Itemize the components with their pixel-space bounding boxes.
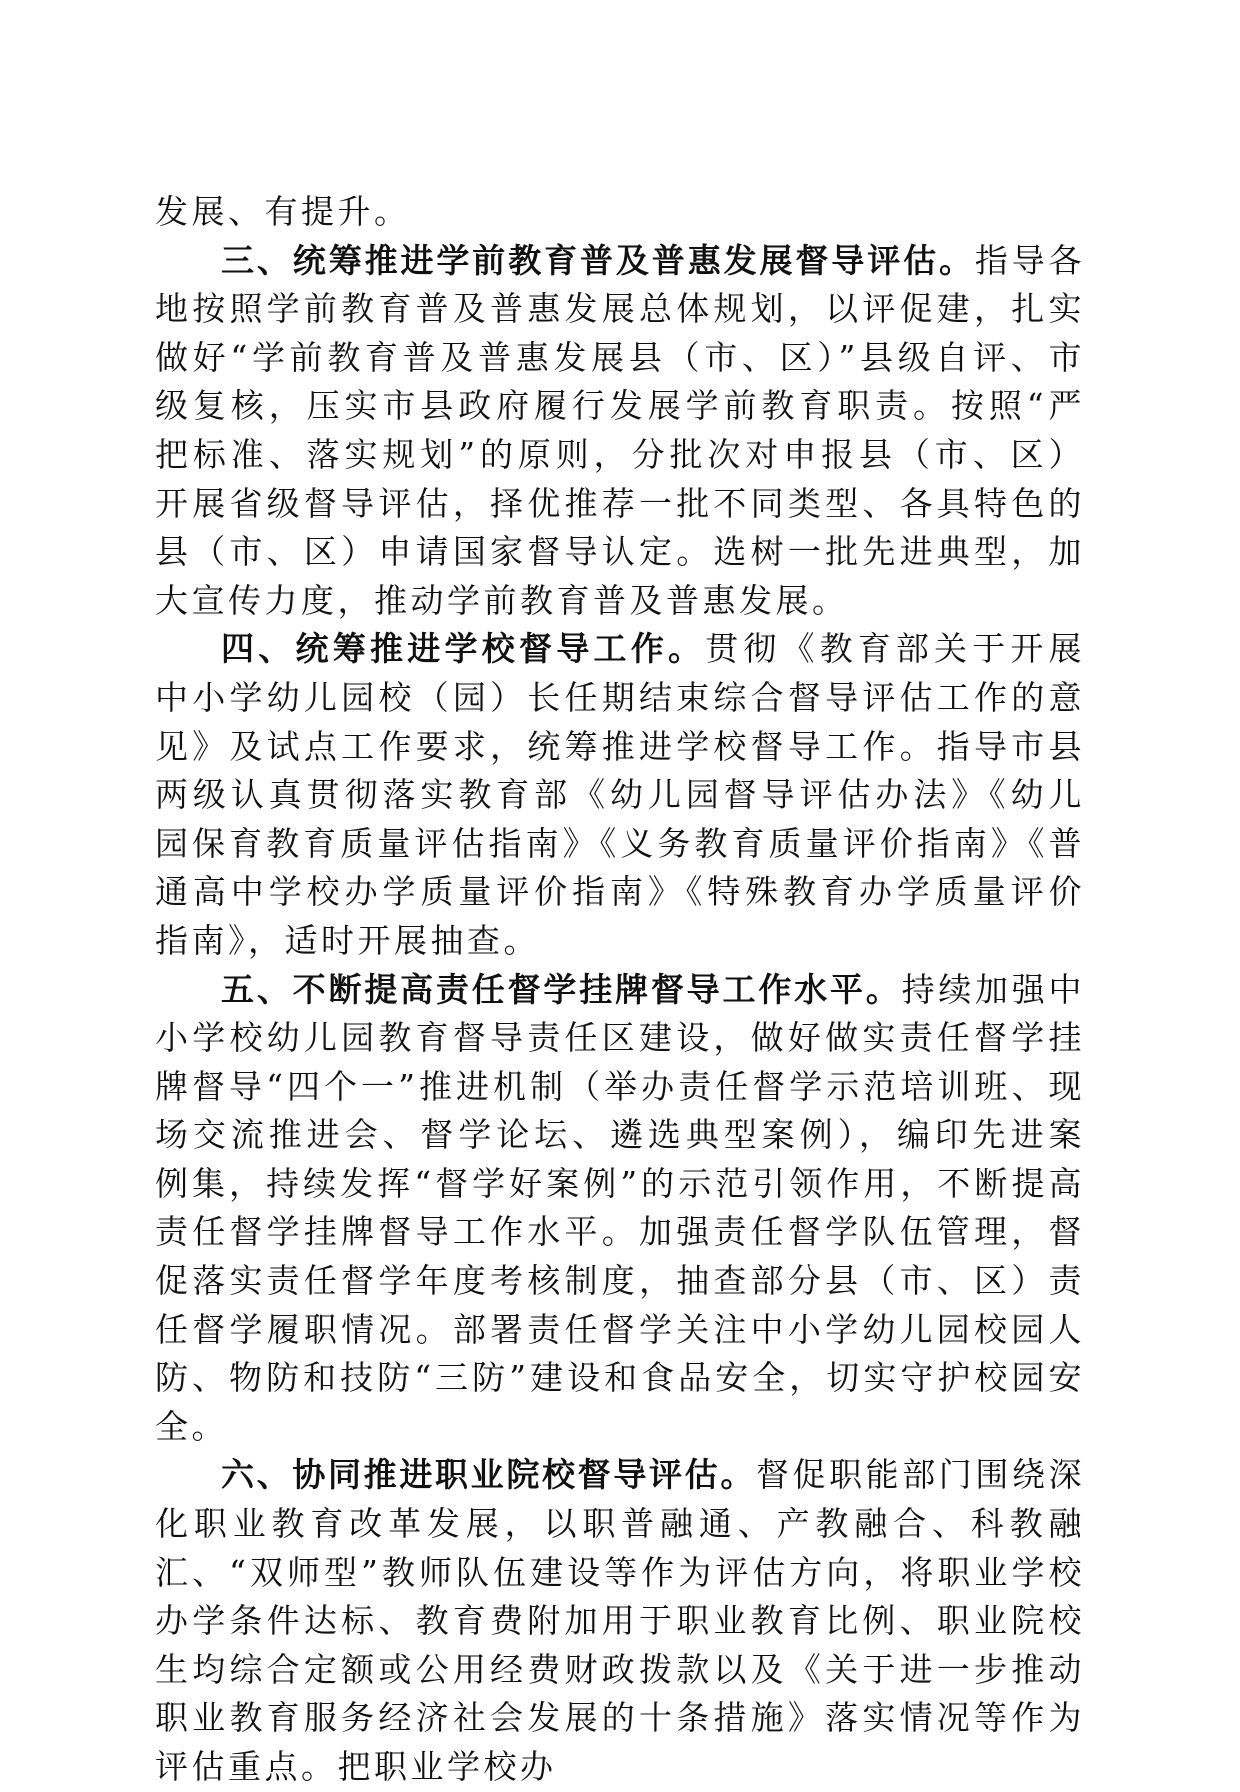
paragraph-heading: 六、协同推进职业院校督导评估。 <box>221 1455 756 1495</box>
paragraph-heading: 四、统筹推进学校督导工作。 <box>221 629 706 669</box>
paragraph-vocational-supervision <box>155 1451 1085 1791</box>
paragraph-body: 持续加强中小学校幼儿园教育督导责任区建设，做好做实责任督学挂牌督导“四个一”推进机制（举办责任督学示范培训班、现场交流推进会、督学论坛、遴选典型案例），编印先进案例集，持续发挥“督学好案例”的示范引领作用，不断提高责任督学挂牌督导工作水平。加强责任督学队伍管理，督促落实责任督学年度考核制度，抽查部分县（市、区）责任督学履职情况。部署责任督学关注中小学幼儿园校园人防、物防和技防“三防”建设和食品安全，切实守护校园安全。 <box>155 969 1085 1446</box>
paragraph-responsibility-supervisor <box>155 966 1085 1452</box>
paragraph-preschool-supervision <box>155 237 1085 626</box>
paragraph-heading: 三、统筹推进学前教育普及普惠发展督导评估。 <box>221 240 975 280</box>
paragraph-body: 督促职能部门围绕深化职业教育改革发展，以职普融通、产教融合、科教融汇、“双师型”教师队伍建设等作为评估方向，将职业学校办学条件达标、教育费附加用于职业教育比例、职业院校生均综合定额或公用经费财政拨款以及《关于进一步推动职业教育服务经济社会发展的十条措施》落实情况等作为评估重点。把职业学校办 <box>155 1455 1086 1786</box>
paragraph-body: 指导各地按照学前教育普及普惠发展总体规划，以评促建，扎实做好“学前教育普及普惠发展县（市、区）”县级自评、市级复核，压实市县政府履行发展学前教育职责。按照“严把标准、落实规划”的原则，分批次对申报县（市、区）开展省级督导评估，择优推荐一批不同类型、各具特色的县（市、区）申请国家督导认定。选树一批先进典型，加大宣传力度，推动学前教育普及普惠发展。 <box>155 240 1086 620</box>
paragraph-school-supervision <box>155 625 1085 965</box>
paragraph-heading: 五、不断提高责任督学挂牌督导工作水平。 <box>221 969 902 1009</box>
paragraph-body: 发展、有提升。 <box>155 192 411 231</box>
paragraph-body: 贯彻《教育部关于开展中小学幼儿园校（园）长任期结束综合督导评估工作的意见》及试点工作要求，统筹推进学校督导工作。指导市县两级认真贯彻落实教育部《幼儿园督导评估办法》《幼儿园保育教育质量评估指南》《义务教育质量评价指南》《普通高中学校办学质量评价指南》《特殊教育办学质量评价指南》，适时开展抽查。 <box>155 629 1085 960</box>
paragraph-continuation <box>155 188 1085 237</box>
document-body <box>155 188 1085 1792</box>
